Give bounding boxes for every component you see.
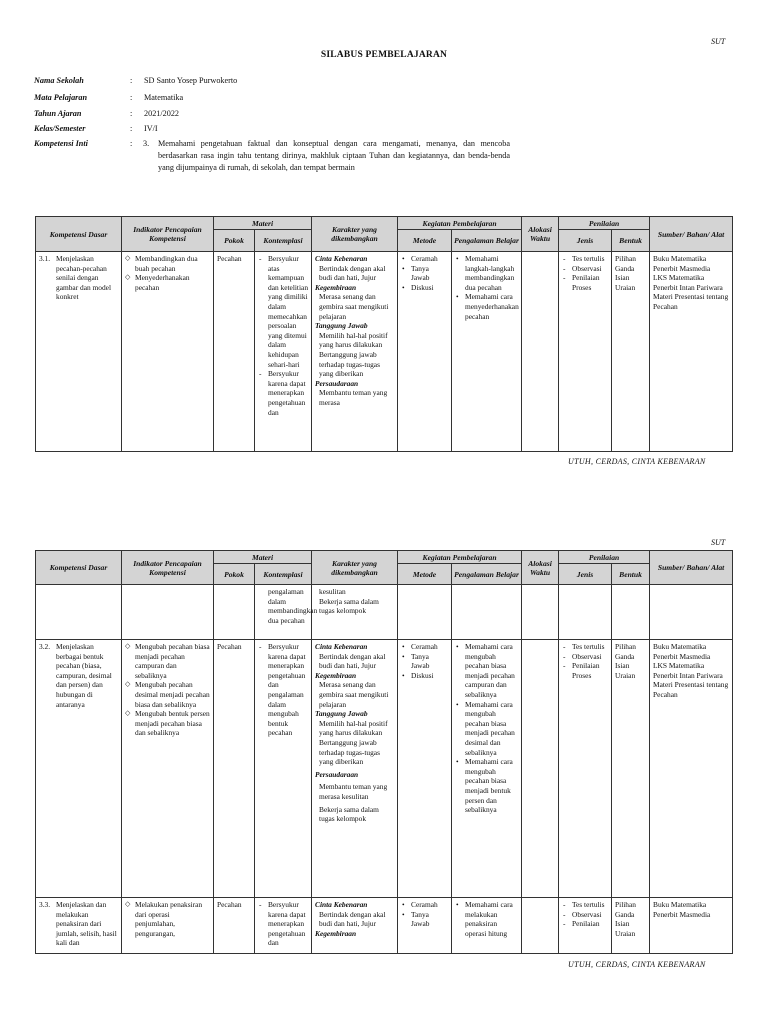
th-materi: Materi bbox=[214, 217, 312, 230]
colon: : bbox=[130, 93, 133, 102]
list-item: - Observasi bbox=[562, 264, 608, 274]
cell-kd bbox=[36, 252, 122, 452]
cell-karakter bbox=[312, 252, 398, 452]
table-row bbox=[36, 898, 733, 954]
list-item: • Ceramah bbox=[401, 900, 448, 910]
cell-bentuk bbox=[612, 585, 650, 640]
info-tahun-ajaran bbox=[34, 108, 179, 120]
info-label: Mata Pelajaran bbox=[34, 93, 87, 102]
list-item: - Penilaian Proses bbox=[562, 661, 608, 680]
list-item: ◇ Mengubah bentuk persen menjadi pecahan biasa dan sebaliknya bbox=[125, 709, 210, 738]
list-item: • Memahami langkah-langkah membandingkan dua pecahan bbox=[455, 254, 518, 292]
list-item: ◇ Membandingkan dua buah pecahan bbox=[125, 254, 210, 273]
list-item: - Bersyukur karena dapat menerapkan pengetahuan dan bbox=[258, 900, 308, 948]
colon: : bbox=[130, 76, 133, 85]
cell-karakter bbox=[312, 585, 398, 640]
th-kontemplasi: Kontemplasi bbox=[255, 564, 312, 585]
list-item: • Tanya Jawab bbox=[401, 910, 448, 929]
list-item: - Penilaian Proses bbox=[562, 273, 608, 292]
page-footer: UTUH, CERDAS, CINTA KEBENARAN bbox=[568, 960, 706, 969]
cell-metode bbox=[398, 898, 452, 954]
th-pengalaman: Pengalaman Belajar bbox=[452, 230, 522, 252]
kd-text: Menjelaskan pecahan-pecahan senilai dengan gambar dan model konkret bbox=[56, 254, 112, 302]
th-kegiatan: Kegiatan Pembelajaran bbox=[398, 551, 522, 564]
th-alokasi: Alokasi Waktu bbox=[522, 217, 559, 252]
info-label: Nama Sekolah bbox=[34, 76, 84, 85]
list-item: - Observasi bbox=[562, 652, 608, 662]
th-jenis: Jenis bbox=[559, 230, 612, 252]
page-code: SUT bbox=[711, 538, 726, 547]
info-nama-sekolah bbox=[34, 75, 237, 87]
cell-indikator bbox=[122, 898, 214, 954]
th-sumber: Sumber/ Bahan/ Alat bbox=[650, 551, 733, 585]
cell-sumber bbox=[650, 640, 733, 898]
list-item: • Ceramah bbox=[401, 254, 448, 264]
cell-kontemplasi bbox=[255, 640, 312, 898]
karakter-item: Merasa senang dan gembira saat mengikuti pelajaran bbox=[319, 680, 389, 709]
table-row bbox=[36, 640, 733, 898]
karakter-item: Bertindak dengan akal budi dan hati, Jujur bbox=[319, 651, 386, 671]
cell-pengalaman bbox=[452, 640, 522, 898]
list-item: - Observasi bbox=[562, 910, 608, 920]
list-item: • Tanya Jawab bbox=[401, 652, 448, 671]
cell-jenis bbox=[559, 252, 612, 452]
syllabus-table-page-2 bbox=[35, 550, 733, 954]
th-metode: Metode bbox=[398, 230, 452, 252]
th-pengalaman: Pengalaman Belajar bbox=[452, 564, 522, 585]
list-item: ◇ Menyederhanakan pecahan bbox=[125, 273, 210, 292]
list-item: - Penilaian bbox=[562, 919, 608, 929]
cell-indikator bbox=[122, 252, 214, 452]
cell-pokok: Pecahan bbox=[214, 898, 255, 954]
cell-jenis bbox=[559, 898, 612, 954]
cell-kontemplasi bbox=[255, 585, 318, 640]
cell-bentuk: Pilihan Ganda Isian Uraian bbox=[612, 252, 650, 452]
cell-jenis bbox=[559, 585, 612, 640]
karakter-category: Tanggung Jawab bbox=[315, 709, 368, 719]
karakter-item: Merasa senang dan gembira saat mengikuti pelajaran bbox=[319, 292, 389, 321]
th-karakter: Karakter yang dikembangkan bbox=[312, 217, 398, 252]
th-bentuk: Bentuk bbox=[612, 564, 650, 585]
sumber-item: LKS Matematika Penerbit Intan Pariwara bbox=[653, 273, 723, 292]
th-kd: Kompetensi Dasar bbox=[36, 551, 122, 585]
list-item: • Ceramah bbox=[401, 642, 448, 652]
th-indikator: Indikator Pencapaian Kompetensi bbox=[122, 551, 214, 585]
list-item: • Memahami cara mengubah pecahan biasa menjadi pecahan campuran dan sebaliknya bbox=[455, 642, 518, 700]
list-item: • Tanya Jawab bbox=[401, 264, 448, 283]
cell-kd bbox=[36, 585, 122, 640]
cell-pokok bbox=[214, 585, 255, 640]
th-kd: Kompetensi Dasar bbox=[36, 217, 122, 252]
karakter-item: Bekerja sama dalam tugas kelompok bbox=[319, 596, 379, 616]
list-item: • Memahami cara melakukan penaksiran operasi hitung bbox=[455, 900, 518, 938]
cell-metode bbox=[398, 252, 452, 452]
karakter-category: Cinta Kebenaran bbox=[315, 900, 368, 909]
cell-sumber bbox=[650, 898, 733, 954]
karakter-category: Tanggung Jawab bbox=[315, 321, 368, 331]
cell-bentuk: Pilihan Ganda Isian Uraian bbox=[612, 640, 650, 898]
kd-text: Menjelaskan berbagai bentuk pecahan (biasa, campuran, desimal dan persen) dan hubungan di antaranya bbox=[56, 642, 112, 709]
th-penilaian: Penilaian bbox=[559, 217, 650, 230]
cell-alokasi bbox=[522, 252, 559, 452]
cell-pokok: Pecahan bbox=[214, 252, 255, 452]
cell-kd bbox=[36, 640, 122, 898]
cell-pokok: Pecahan bbox=[214, 640, 255, 898]
list-item: • Diskusi bbox=[401, 671, 448, 681]
sumber-item: Materi Presentasi tentang Pecahan bbox=[653, 680, 729, 699]
cell-pengalaman bbox=[452, 252, 522, 452]
cell-sumber bbox=[650, 585, 733, 640]
info-value: 2021/2022 bbox=[144, 109, 180, 118]
cell-pengalaman bbox=[452, 898, 522, 954]
list-item: - Tes tertulis bbox=[562, 642, 608, 652]
kd-number: 3.2. bbox=[39, 642, 51, 651]
karakter-item: Bertanggung jawab terhadap tugas-tugas yang diberikan bbox=[319, 737, 380, 767]
list-item: - Bersyukur karena dapat menerapkan pengetahuan dan bbox=[258, 369, 308, 417]
cell-indikator bbox=[122, 640, 214, 898]
th-pokok: Pokok bbox=[214, 564, 255, 585]
info-value: IV/I bbox=[144, 124, 158, 133]
karakter-item: Bertindak dengan akal budi dan hati, Jujur bbox=[319, 263, 386, 283]
cell-indikator bbox=[122, 585, 214, 640]
info-label: Tahun Ajaran bbox=[34, 109, 82, 118]
list-item: • Diskusi bbox=[401, 283, 448, 293]
th-kontemplasi: Kontemplasi bbox=[255, 230, 312, 252]
th-karakter: Karakter yang dikembangkan bbox=[312, 551, 398, 585]
table-row bbox=[36, 252, 733, 452]
info-value: Matematika bbox=[144, 93, 184, 102]
cell-alokasi bbox=[522, 640, 559, 898]
karakter-item: Membantu teman yang merasa kesulitan bbox=[319, 782, 388, 801]
ki-number: 3. bbox=[143, 139, 150, 148]
th-jenis: Jenis bbox=[559, 564, 612, 585]
list-item: • Memahami cara mengubah pecahan biasa menjadi pecahan desimal dan sebaliknya bbox=[455, 700, 518, 758]
karakter-category: Kegembiraan bbox=[315, 670, 357, 680]
list-item: - Tes tertulis bbox=[562, 254, 608, 264]
karakter-item: Bekerja sama dalam tugas kelompok bbox=[319, 804, 379, 824]
info-kelas-semester bbox=[34, 123, 158, 135]
karakter-category: Cinta Kebenaran bbox=[315, 642, 368, 651]
sumber-item: Buku Matematika Penerbit Masmedia bbox=[653, 900, 711, 919]
cell-alokasi bbox=[522, 585, 559, 640]
cell-kontemplasi bbox=[255, 252, 312, 452]
kontemplasi-continued: pengalaman dalam membandingkan dua pecahan bbox=[268, 587, 318, 625]
th-bentuk: Bentuk bbox=[612, 230, 650, 252]
th-alokasi: Alokasi Waktu bbox=[522, 551, 559, 585]
list-item: • Memahami cara menyederhanakan pecahan bbox=[455, 292, 518, 321]
sumber-item: Materi Presentasi tentang Pecahan bbox=[653, 292, 729, 311]
list-item: • Memahami cara mengubah pecahan biasa menjadi bentuk persen dan sebaliknya bbox=[455, 757, 518, 815]
list-item: ◇ Mengubah pecahan biasa menjadi pecahan campuran dan sebaliknya bbox=[125, 642, 210, 680]
karakter-category: Persaudaraan bbox=[315, 769, 359, 779]
syllabus-table-page-1 bbox=[35, 216, 733, 452]
cell-karakter bbox=[312, 898, 398, 954]
th-indikator: Indikator Pencapaian Kompetensi bbox=[122, 217, 214, 252]
karakter-item: Bertanggung jawab terhadap tugas-tugas yang diberikan bbox=[319, 349, 380, 379]
th-materi: Materi bbox=[214, 551, 312, 564]
th-sumber: Sumber/ Bahan/ Alat bbox=[650, 217, 733, 252]
cell-metode bbox=[398, 585, 452, 640]
list-item: ◇ Melakukan penaksiran dari operasi penjumlahan, pengurangan, bbox=[125, 900, 210, 938]
colon: : bbox=[130, 109, 133, 118]
cell-alokasi bbox=[522, 898, 559, 954]
karakter-category: Kegembiraan bbox=[315, 282, 357, 292]
th-pokok: Pokok bbox=[214, 230, 255, 252]
list-item: ◇ Mengubah pecahan desimal menjadi pecahan biasa dan sebaliknya bbox=[125, 680, 210, 709]
ki-text: Memahami pengetahuan faktual dan konseptual dengan cara mengamati, menanya, dan mencoba berdasarkan rasa ingin tahu tentang dirinya, makhluk ciptaan Tuhan dan kegiatannya, dan benda-benda yang dijumpainya di rumah, di sekolah, dan tempat bermain bbox=[158, 139, 510, 172]
cell-jenis bbox=[559, 640, 612, 898]
page-footer: UTUH, CERDAS, CINTA KEBENARAN bbox=[568, 457, 706, 466]
info-label: Kompetensi Inti bbox=[34, 139, 88, 148]
kd-number: 3.1. bbox=[39, 254, 51, 263]
cell-pengalaman bbox=[452, 585, 522, 640]
karakter-category: Kegembiraan bbox=[315, 928, 357, 938]
th-penilaian: Penilaian bbox=[559, 551, 650, 564]
cell-kontemplasi bbox=[255, 898, 312, 954]
th-kegiatan: Kegiatan Pembelajaran bbox=[398, 217, 522, 230]
table-row-continuation bbox=[36, 585, 733, 640]
karakter-item: kesulitan bbox=[319, 587, 346, 596]
karakter-item: Memilih hal-hal positif yang harus dilakukan bbox=[319, 718, 388, 738]
karakter-item: Bertindak dengan akal budi dan hati, Jujur bbox=[319, 909, 386, 929]
karakter-item: Memilih hal-hal positif yang harus dilakukan bbox=[319, 330, 388, 350]
info-value: SD Santo Yosep Purwokerto bbox=[144, 76, 238, 85]
list-item: - Bersyukur atas kemampuan dan ketelitian yang dimiliki dalam memecahkan persoalan yang ditemui dalam kehidupan sehari-hari bbox=[258, 254, 308, 369]
sumber-item: LKS Matematika Penerbit Intan Pariwara bbox=[653, 661, 723, 680]
info-label: Kelas/Semester bbox=[34, 124, 86, 133]
cell-sumber bbox=[650, 252, 733, 452]
cell-kd bbox=[36, 898, 122, 954]
list-item: - Tes tertulis bbox=[562, 900, 608, 910]
cell-metode bbox=[398, 640, 452, 898]
th-metode: Metode bbox=[398, 564, 452, 585]
kd-text: Menjelaskan dan melakukan penaksiran dari jumlah, selisih, hasil kali dan bbox=[56, 900, 117, 948]
page-code: SUT bbox=[711, 37, 726, 46]
kd-number: 3.3. bbox=[39, 900, 51, 909]
cell-karakter bbox=[312, 640, 398, 898]
cell-bentuk: Pilihan Ganda Isian Uraian bbox=[612, 898, 650, 954]
colon: : bbox=[130, 139, 133, 148]
colon: : bbox=[130, 124, 133, 133]
karakter-category: Cinta Kebenaran bbox=[315, 254, 368, 263]
karakter-item: Membantu teman yang merasa bbox=[319, 388, 388, 407]
info-mata-pelajaran bbox=[34, 92, 183, 104]
list-item: - Bersyukur karena dapat menerapkan pengetahuan dan pengalaman dalam mengubah bentuk pecahan bbox=[258, 642, 308, 738]
page-title: SILABUS PEMBELAJARAN bbox=[320, 50, 448, 60]
sumber-item: Buku Matematika Penerbit Masmedia bbox=[653, 642, 711, 661]
karakter-category: Persaudaraan bbox=[315, 378, 359, 388]
sumber-item: Buku Matematika Penerbit Masmedia bbox=[653, 254, 711, 273]
